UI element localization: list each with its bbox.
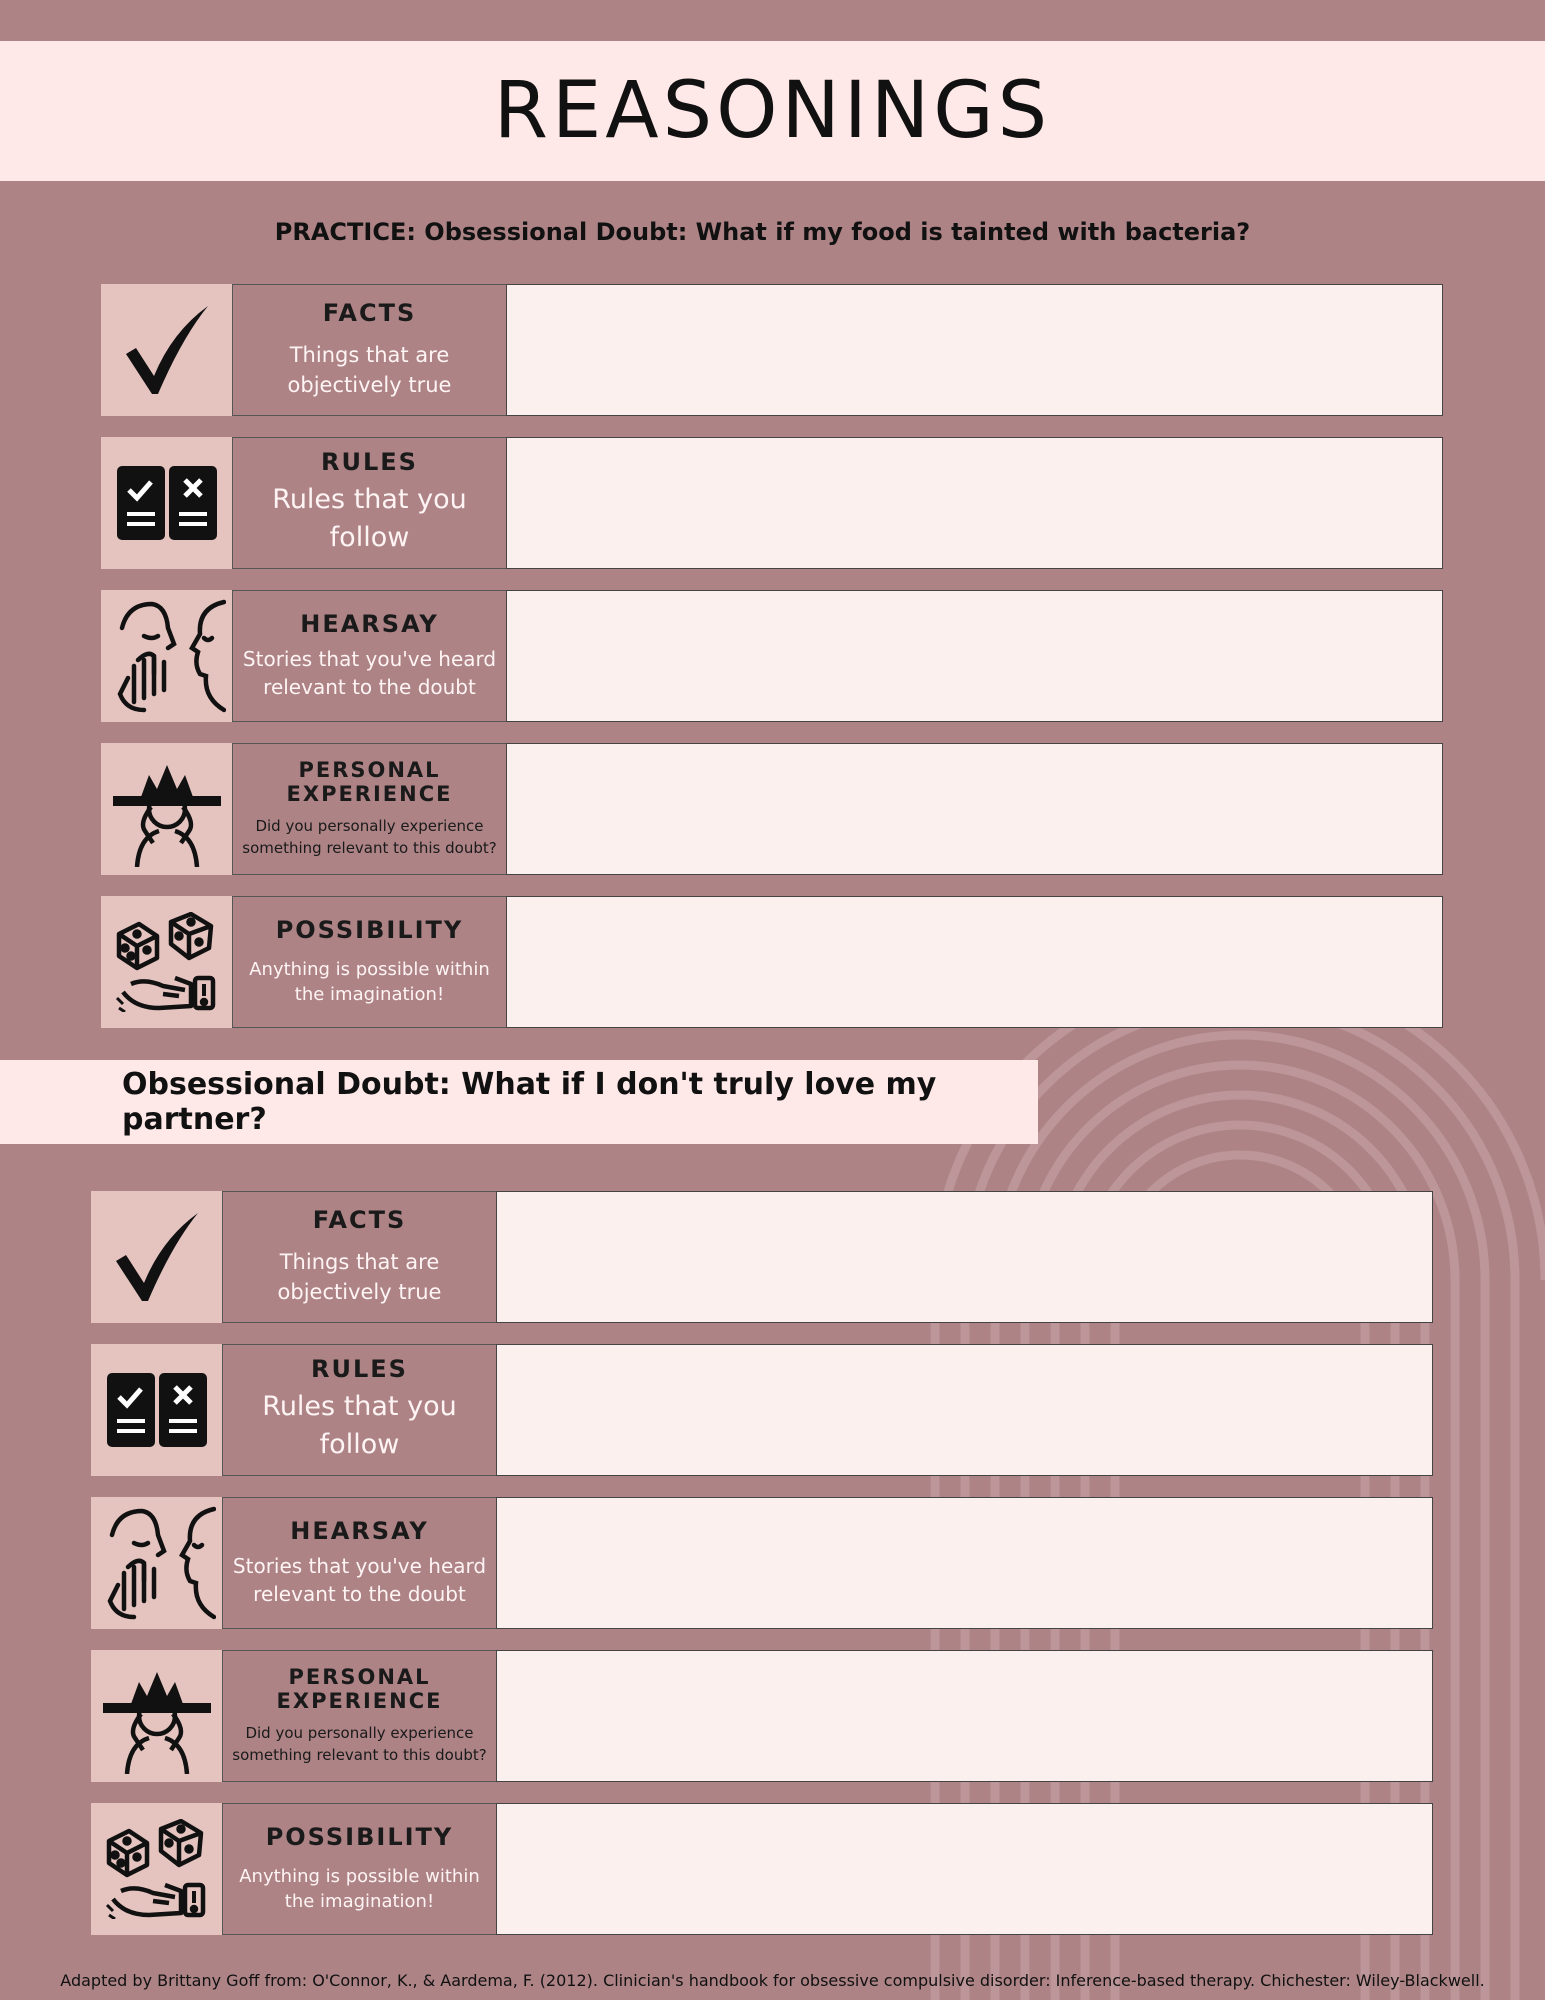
label-desc-line2: the imagination! [284,1890,435,1912]
answer-field-personal-experience[interactable] [506,743,1443,875]
label-desc-line2: something relevant to this doubt? [242,839,497,858]
doubt-question: Obsessional Doubt: What if I don't truly love my partner? [122,1067,937,1137]
checkmark-icon [101,284,232,416]
label-desc-line1: Anything is possible within [249,958,490,980]
whisper-icon [91,1497,222,1629]
label-desc-line1: Stories that you've heard [242,646,497,671]
citation-footer: Adapted by Brittany Goff from: O'Connor, K., & Aardema, F. (2012). Clinician's handbook for obsessive compulsive disorder: Inference-based therapy. Chichester: Wiley-Blackwell. [60,1971,1485,1990]
label-personal-experience [232,743,508,875]
rulebook-icon [101,437,232,569]
whisper-icon [101,590,232,722]
label-title-line1: PERSONAL [288,1665,431,1690]
label-desc-line1: Things that are [279,1250,440,1275]
label-hearsay [222,1497,498,1629]
label-title: HEARSAY [290,1517,429,1546]
doubt-band [0,1060,1038,1144]
answer-field-rules[interactable] [496,1344,1433,1476]
label-rules [222,1344,498,1476]
label-hearsay [232,590,508,722]
label-desc-line2: relevant to the doubt [253,1581,466,1606]
label-title: POSSIBILITY [275,916,464,945]
answer-field-rules[interactable] [506,437,1443,569]
label-title: POSSIBILITY [265,1823,454,1852]
answer-field-personal-experience[interactable] [496,1650,1433,1782]
answer-field-possibility[interactable] [496,1803,1433,1935]
label-title: RULES [311,1355,408,1384]
practice-question: PRACTICE: Obsessional Doubt: What if my food is tainted with bacteria? [274,218,1251,246]
label-title-line2: EXPERIENCE [286,782,453,807]
page-title: REASONINGS [493,66,1052,156]
checkmark-icon [91,1191,222,1323]
answer-field-hearsay[interactable] [496,1497,1433,1629]
label-title-line2: EXPERIENCE [276,1689,443,1714]
label-title: FACTS [312,1205,407,1234]
label-desc-line1: Did you personally experience [255,817,484,836]
headache-icon [91,1650,222,1782]
label-desc-line2: objectively true [287,372,452,397]
label-title: HEARSAY [300,610,439,639]
label-desc-line1: Anything is possible within [239,1865,480,1887]
label-facts [232,284,508,416]
answer-field-facts[interactable] [506,284,1443,416]
label-possibility [232,896,508,1028]
dice-hand-icon [101,896,232,1028]
label-personal-experience [222,1650,498,1782]
label-desc-line2: objectively true [277,1279,442,1304]
label-desc-line2: the imagination! [294,983,445,1005]
label-desc-line1: Stories that you've heard [232,1553,487,1578]
label-title: RULES [321,448,418,477]
title-band [0,41,1545,181]
label-desc-line1: Rules that you [272,484,467,515]
label-facts [222,1191,498,1323]
headache-icon [101,743,232,875]
rulebook-icon [91,1344,222,1476]
dice-hand-icon [91,1803,222,1935]
answer-field-facts[interactable] [496,1191,1433,1323]
label-rules [232,437,508,569]
label-desc-line2: follow [319,1428,400,1460]
label-title: FACTS [322,298,417,327]
label-desc-line2: follow [329,521,410,553]
answer-field-hearsay[interactable] [506,590,1443,722]
label-desc-line1: Things that are [289,343,450,368]
label-desc-line1: Rules that you [262,1391,457,1422]
label-desc-line2: relevant to the doubt [263,674,476,699]
label-desc-line2: something relevant to this doubt? [232,1746,487,1765]
answer-field-possibility[interactable] [506,896,1443,1028]
label-desc-line1: Did you personally experience [245,1724,474,1743]
label-title-line1: PERSONAL [298,758,441,783]
label-possibility [222,1803,498,1935]
